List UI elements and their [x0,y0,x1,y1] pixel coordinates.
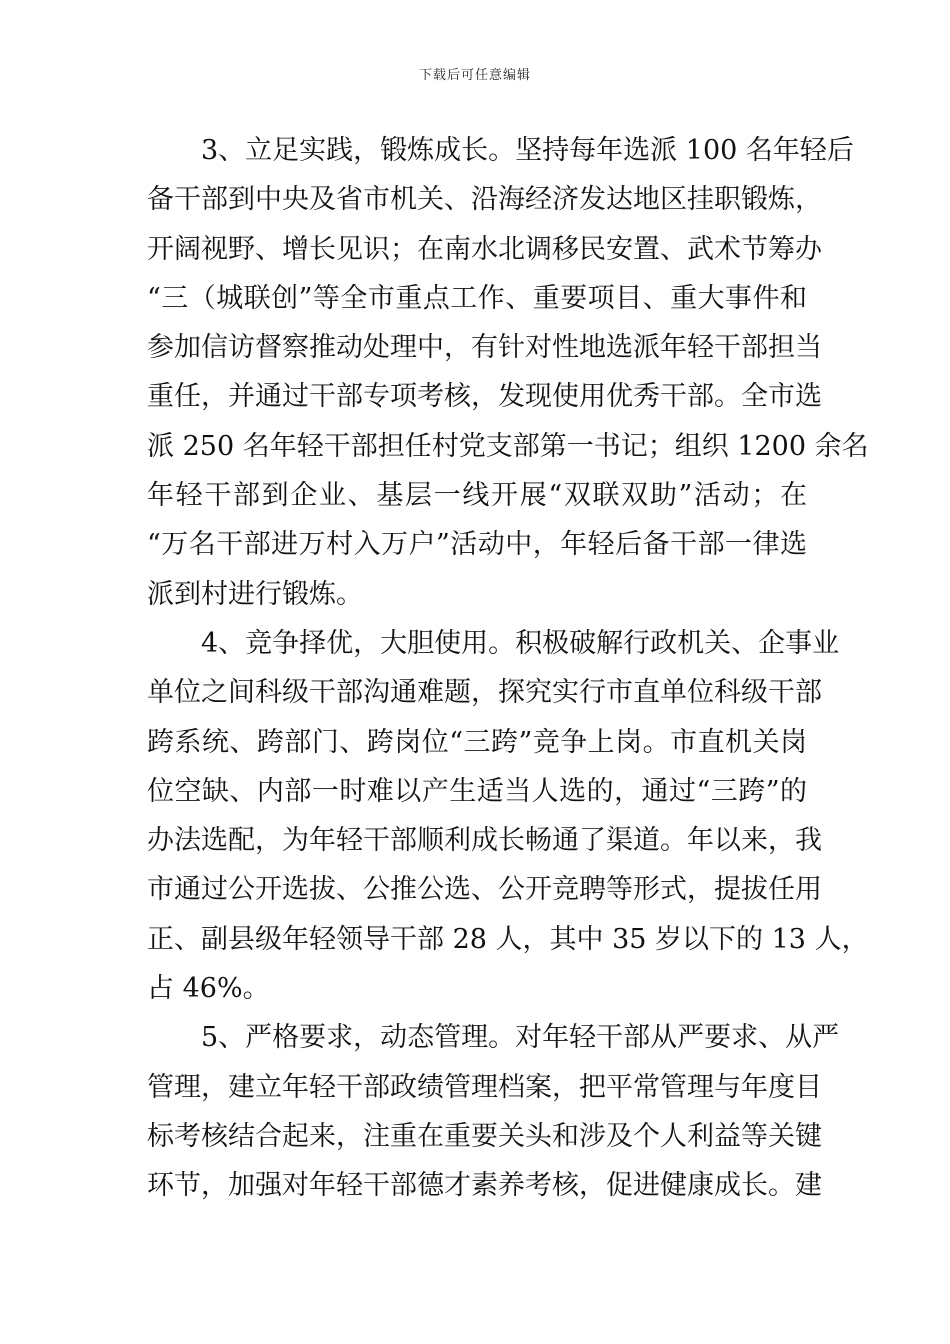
paragraph-5 [147,1013,840,1210]
text-line: 派到村进行锻炼。 [147,578,363,610]
text-line: 5、严格要求，动态管理。对年轻干部从严要求、从严 [201,1022,840,1054]
text-line: “三（城联创”等全市重点工作、重要项目、重大事件和 [147,282,807,314]
paragraph-3 [147,126,869,619]
text-line: 年轻干部到企业、基层一线开展“双联双助”活动；在 [147,480,807,512]
text-line: 占 46%。 [147,973,270,1005]
text-line: “万名干部进万村入万户”活动中，年轻后备干部一律选 [147,529,807,561]
page-header: 下载后可任意编辑 [418,68,531,83]
text-line: 管理，建立年轻干部政绩管理档案，把平常管理与年度目 [147,1071,822,1103]
text-line: 4、竞争择优，大胆使用。积极破解行政机关、企事业 [201,627,840,659]
text-line: 标考核结合起来，注重在重要关头和涉及个人利益等关键 [147,1120,822,1152]
text-line: 正、副县级年轻领导干部 28 人，其中 35 岁以下的 13 人， [147,923,869,955]
text-line: 参加信访督察推动处理中，有针对性地选派年轻干部担当 [147,332,822,364]
document-body [147,126,869,1211]
text-line: 跨系统、跨部门、跨岗位“三跨”竞争上岗。市直机关岗 [147,726,807,758]
text-line: 重任，并通过干部专项考核，发现使用优秀干部。全市选 [147,381,822,413]
text-line: 备干部到中央及省市机关、沿海经济发达地区挂职锻炼， [147,184,822,216]
text-line: 派 250 名年轻干部担任村党支部第一书记；组织 1200 余名 [147,430,869,462]
paragraph-4 [147,619,869,1013]
text-line: 3、立足实践，锻炼成长。坚持每年选派 100 名年轻后 [201,135,854,166]
text-line: 开阔视野、增长见识；在南水北调移民安置、武术节筹办 [147,233,822,265]
text-line: 单位之间科级干部沟通难题，探究实行市直单位科级干部 [147,677,822,709]
text-line: 位空缺、内部一时难以产生适当人选的，通过“三跨”的 [147,775,807,807]
text-line: 市通过公开选拔、公推公选、公开竞聘等形式，提拔任用 [147,874,822,906]
text-line: 办法选配，为年轻干部顺利成长畅通了渠道。年以来，我 [147,825,822,857]
text-line: 环节，加强对年轻干部德才素养考核，促进健康成长。建 [147,1170,822,1202]
